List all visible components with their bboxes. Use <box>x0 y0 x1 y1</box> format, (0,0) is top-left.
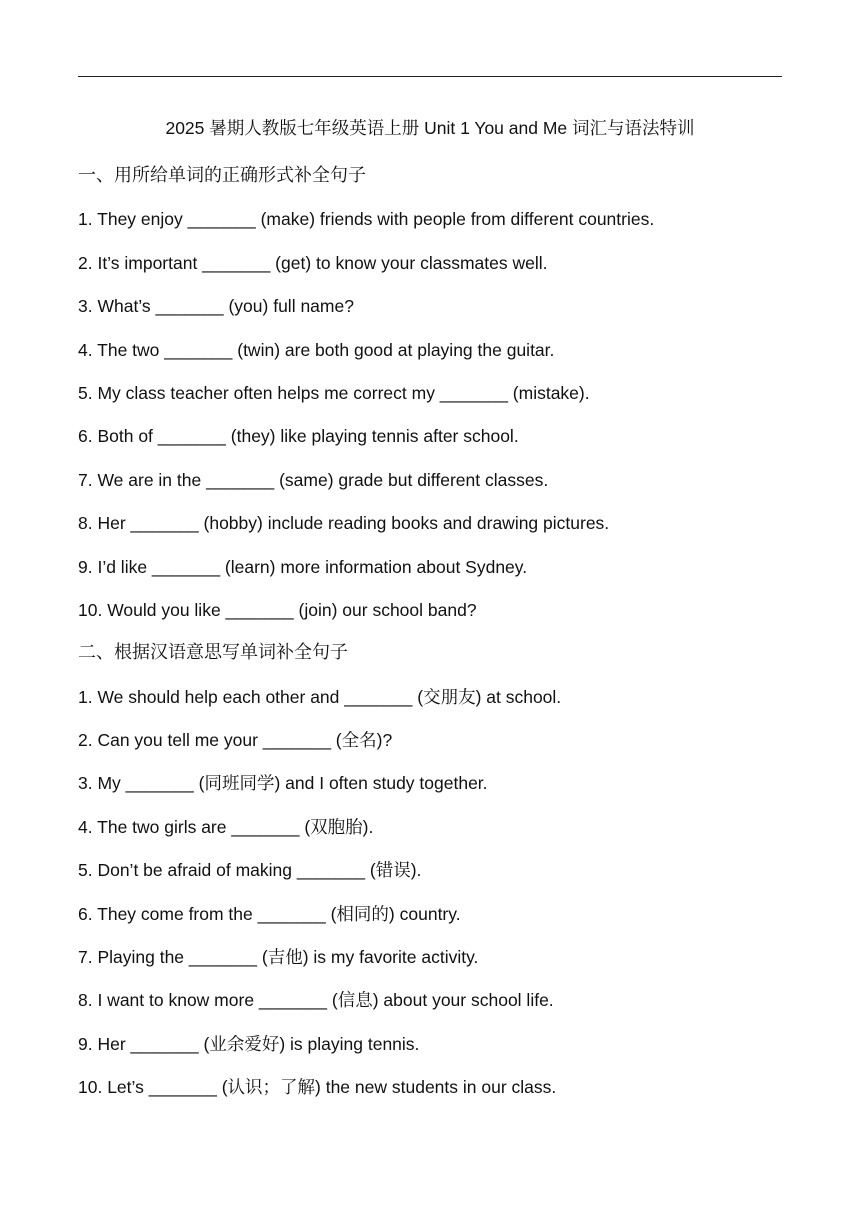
document-title: 2025 暑期人教版七年级英语上册 Unit 1 You and Me 词汇与语法特训 <box>165 118 695 138</box>
exercise-item: 5. My class teacher often helps me correct my _______ (mistake). <box>78 382 590 403</box>
header-rule <box>78 76 782 77</box>
exercise-item: 2. Can you tell me your _______ (全名)? <box>78 730 393 751</box>
exercise-item: 1. We should help each other and _______ (交朋友) at school. <box>78 686 562 707</box>
section-1 <box>78 164 798 622</box>
exercise-item: 10. Would you like _______ (join) our school band? <box>78 599 477 620</box>
exercise-item: 3. My _______ (同班同学) and I often study together. <box>78 773 488 794</box>
exercise-item: 7. Playing the _______ (吉他) is my favorite activity. <box>78 947 479 968</box>
section-2 <box>78 641 798 1099</box>
exercise-item: 8. Her _______ (hobby) include reading books and drawing pictures. <box>78 513 610 534</box>
exercise-item: 3. What’s _______ (you) full name? <box>78 296 354 317</box>
exercise-item: 7. We are in the _______ (same) grade but different classes. <box>78 469 549 490</box>
exercise-item: 5. Don’t be afraid of making _______ (错误). <box>78 860 422 881</box>
exercise-item: 10. Let’s _______ (认识；了解) the new students in our class. <box>78 1077 557 1098</box>
section-heading: 二、根据汉语意思写单词补全句子 <box>78 642 348 664</box>
section-heading: 一、用所给单词的正确形式补全句子 <box>78 165 366 186</box>
document-body <box>78 164 798 1119</box>
exercise-item: 6. They come from the _______ (相同的) country. <box>78 903 461 924</box>
exercise-item: 4. The two girls are _______ (双胞胎). <box>78 816 374 837</box>
exercise-item: 8. I want to know more _______ (信息) about your school life. <box>78 990 554 1011</box>
exercise-item: 2. It’s important _______ (get) to know your classmates well. <box>78 252 548 273</box>
exercise-item: 4. The two _______ (twin) are both good at playing the guitar. <box>78 339 555 360</box>
exercise-item: 9. I’d like _______ (learn) more information about Sydney. <box>78 556 528 577</box>
exercise-item: 6. Both of _______ (they) like playing tennis after school. <box>78 426 519 447</box>
exercise-item: 9. Her _______ (业余爱好) is playing tennis. <box>78 1033 420 1054</box>
exercise-item: 1. They enjoy _______ (make) friends with people from different countries. <box>78 209 655 230</box>
